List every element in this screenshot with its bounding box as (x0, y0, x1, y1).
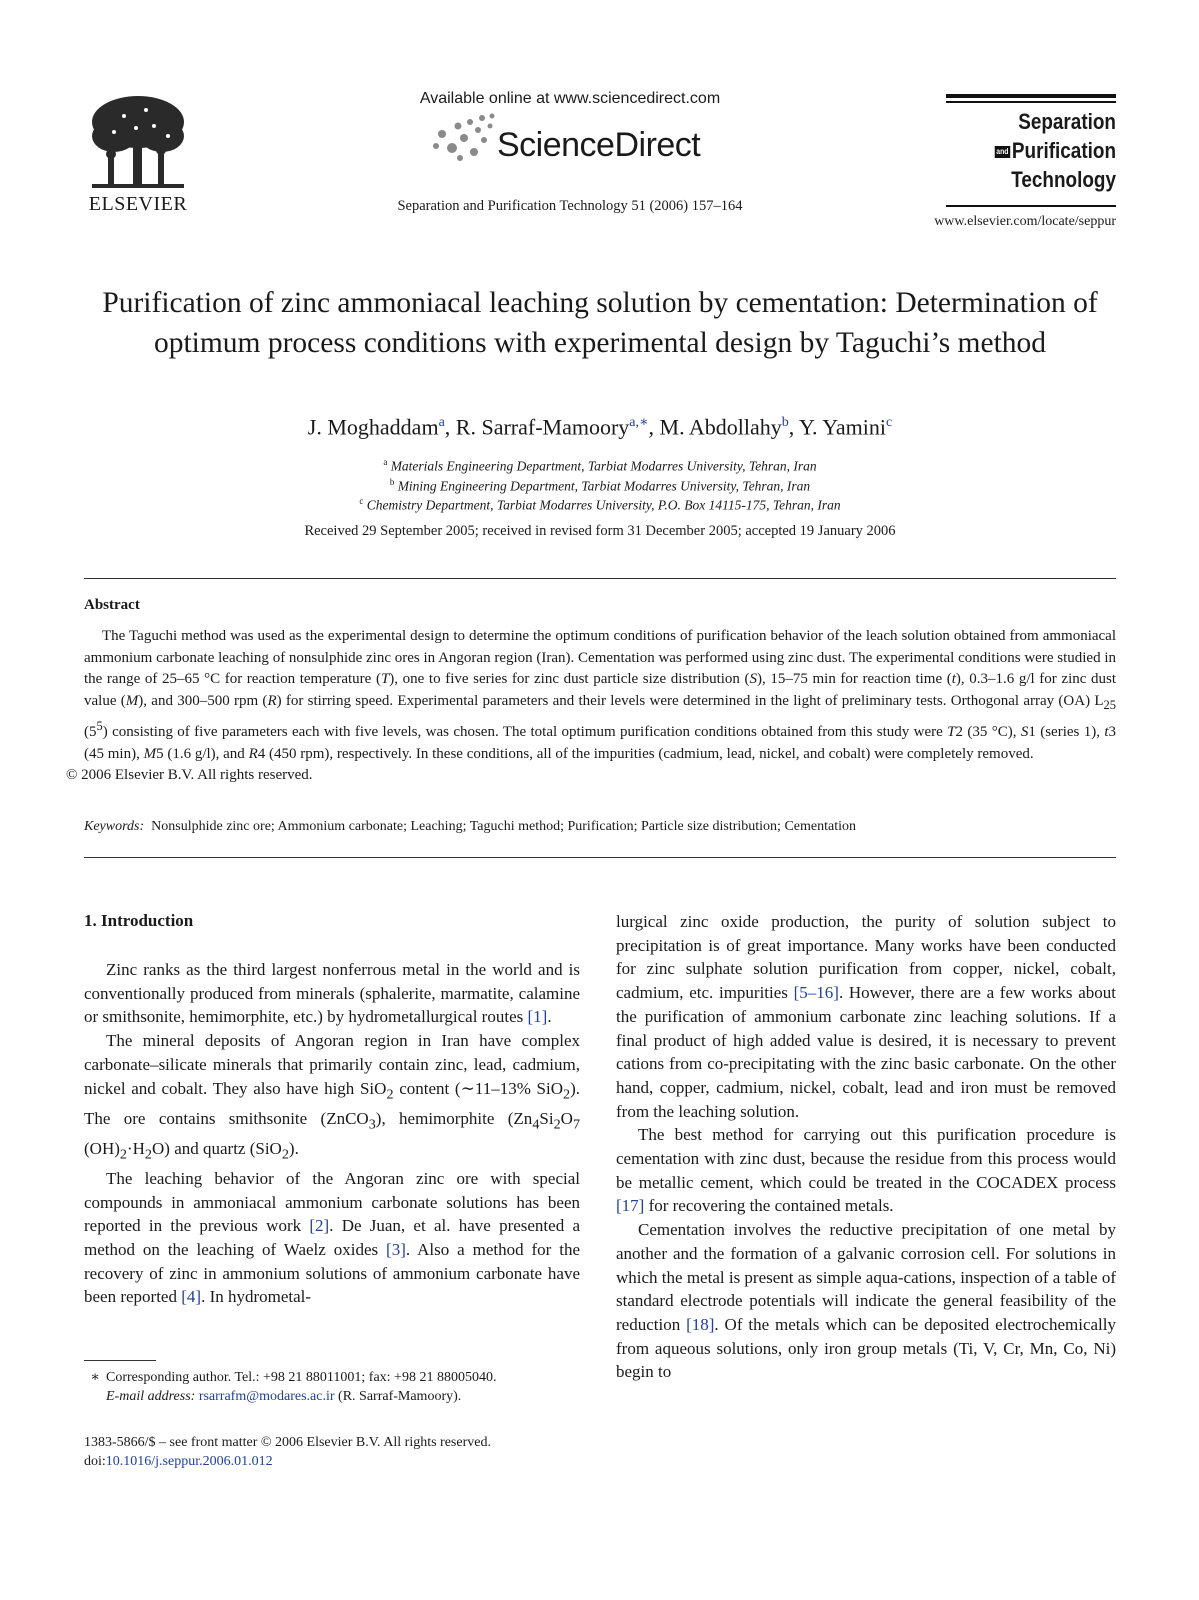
issn-line: 1383-5866/$ – see front matter © 2006 Elsevier B.V. All rights reserved. (84, 1435, 491, 1450)
affiliation-text: Chemistry Department, Tarbiat Modarres University, P.O. Box 14115-175, Tehran, Iran (366, 497, 841, 513)
author-name: Y. Yamini (798, 414, 886, 440)
citation-link[interactable]: [3] (386, 1239, 406, 1259)
affiliation-mark: b (389, 477, 395, 487)
journal-logo-rule (946, 101, 1116, 103)
affiliation-mark: a (383, 457, 388, 467)
keywords-label: Keywords: (84, 819, 145, 834)
journal-logo-line-text: Purification (1011, 138, 1116, 163)
footnote-rule (84, 1360, 156, 1361)
abstract-text: The Taguchi method was used as the experimental design to determine the optimum conditions of purification behavior of the leach solution obtained from ammoniacal ammonium carbonate leaching of nonsulphide zinc ores in Angoran region (Iran). Cementation was performed using zinc dust. The experimental conditions were studied in the range of 25–65 °C for reaction temperature (T), one to five series for zinc dust particle size distribution (S), 15–75 min for reaction time (t), 0.3–1.6 g/l for zinc dust value (M), and 300–500 rpm (R) for stirring speed. Experimental parameters and their levels were determined in the light of preliminary tests. Orthogonal array (OA) $L_{25}$ $(5^5)$ consisting of five parameters each with five levels, was chosen. The total optimum purification conditions obtained from this study were T2 (35 °C), S1 (series 1), t3 (45 min), M5 (1.6 g/l), and R4 (450 rpm), respectively. In these conditions, all of the impurities (cadmium, lead, nickel, and cobalt) were completely removed. © 2006 Elsevier B.V. All rights reserved. (66, 628, 1117, 783)
available-online-text: Available online at www.sciencedirect.com (419, 90, 721, 107)
journal-logo-line (970, 136, 1116, 165)
journal-logo-rule (946, 94, 1116, 98)
footnote-line (84, 1387, 580, 1406)
email-link[interactable]: rsarrafm@modares.ac.ir (198, 1389, 335, 1404)
body-paragraph: The mineral deposits of Angoran region in Iran have complex carbonate–silicate minerals that primarily contain zinc, lead, cadmium, nickel and cobalt. They also have high SiO$_2$ content (∼11–13% SiO$_2$). The ore contains smithsonite (ZnCO$_3$), hemimorphite ($Zn_4Si_2O_7$ $(OH)_2\cdot H_2O$) and quartz (SiO$_2$). (84, 1031, 581, 1163)
doi-link[interactable]: 10.1016/j.seppur.2006.01.012 (105, 1454, 273, 1469)
body-column-left (84, 958, 580, 1309)
doi-line (84, 1452, 580, 1471)
footnote-line: ∗ Corresponding author. Tel.: +98 21 88011001; fax: +98 21 88005040. (90, 1370, 497, 1385)
email-label: E-mail address: (106, 1389, 196, 1404)
affiliation-mark: c (359, 496, 364, 506)
keywords-list: Nonsulphide zinc ore; Ammonium carbonate; Leaching; Taguchi method; Purification; Particle size distribution; Cementation (151, 819, 856, 834)
body-paragraph: lurgical zinc oxide production, the purity of solution subject to precipitation is of great importance. Many works have been conducted for zinc sulphate solution purification from copper, nickel, cobalt, cadmium, etc. impurities [5–16]. However, there are a few works about the purification of ammonium carbonate zinc leaching solutions. If a final product of high added value is desired, it is necessary to prevent cations from co-precipitating with the zinc basic carbonate. On the other hand, copper, cadmium, nickel, cobalt, lead and iron must be removed from the leaching solution. (616, 912, 1117, 1121)
abstract-heading: Abstract (84, 597, 140, 613)
citation-link[interactable]: [1] (527, 1007, 548, 1027)
citation-link[interactable]: [5–16] (793, 983, 839, 1003)
author-list: J. Moghaddam$^a$, R. Sarraf-Mamoory$^{a,∗}$, M. Abdollahy$^b$, Y. Yamini$^c$ (307, 414, 893, 440)
citation-link[interactable]: [2] (309, 1216, 330, 1236)
affiliation-text: Mining Engineering Department, Tarbiat Modarres University, Tehran, Iran (397, 478, 811, 494)
citation-link[interactable]: [17] (616, 1196, 645, 1216)
front-matter (84, 1433, 580, 1471)
affiliation (100, 457, 1100, 475)
affiliation (100, 477, 1100, 495)
doi-label: doi: (84, 1454, 106, 1469)
citation-link[interactable]: [4] (181, 1287, 202, 1307)
publisher-wordmark: ELSEVIER (88, 193, 188, 215)
section-heading: 1. Introduction (84, 911, 194, 930)
author-affiliation-mark[interactable]: c (885, 415, 893, 430)
journal-reference: Separation and Purification Technology 51 (2006) 157–164 (397, 198, 743, 214)
keywords (84, 819, 1116, 835)
abstract-copyright: © 2006 Elsevier B.V. All rights reserved. (66, 767, 313, 783)
journal-logo-and: and (996, 147, 1009, 157)
section-divider (84, 857, 1116, 858)
sciencedirect-wordmark: ScienceDirect (497, 126, 701, 164)
journal-logo-line: Separation (1018, 109, 1116, 134)
body-paragraph: The best method for carrying out this purification procedure is cementation with zinc dust, because the residue from this process would be metallic cement, which could be treated in the COCADEX process [17] for recovering the contained metals. (616, 1125, 1116, 1216)
article-dates: Received 29 September 2005; received in revised form 31 December 2005; accepted 19 January 2006 (304, 523, 896, 539)
section-divider (84, 578, 1116, 579)
body-column-right (616, 910, 1116, 1384)
journal-logo-rule (946, 205, 1116, 207)
sciencedirect-dots-icon (430, 112, 500, 164)
footnote-contact: Corresponding author. Tel.: +98 21 88011001; fax: +98 21 88005040. (106, 1370, 497, 1385)
citation-link[interactable]: [18] (686, 1314, 715, 1334)
author-name: J. Moghaddam (307, 414, 439, 440)
author-affiliation-mark[interactable]: a (438, 415, 445, 430)
corresponding-author-footnote (84, 1368, 580, 1406)
author-name: M. Abdollahy (659, 414, 782, 440)
journal-logo (970, 107, 1116, 194)
journal-logo-line: Technology (1011, 167, 1116, 192)
author-affiliation-mark[interactable]: b (781, 415, 789, 430)
affiliation-text: Materials Engineering Department, Tarbiat Modarres University, Tehran, Iran (390, 458, 817, 474)
affiliation (100, 496, 1100, 514)
author-name: R. Sarraf-Mamoory (455, 414, 630, 440)
email-owner: (R. Sarraf-Mamoory). (338, 1389, 462, 1404)
journal-url: www.elsevier.com/locate/seppur (934, 214, 1116, 229)
author-affiliation-mark[interactable]: a,∗ (629, 415, 649, 430)
body-paragraph: Cementation involves the reductive precipitation of one metal by another and the formation of a galvanic corrosion cell. For solutions in which the metal is present as simple aqua-cations, inspection of a table of standard electrode potentials will indicate the general feasibility of the reduction [18]. Of the metals which can be deposited electrochemically from aqueous solutions, only iron group metals (Ti, V, Cr, Mn, Co, Ni) begin to (616, 1220, 1116, 1382)
body-paragraph: Zinc ranks as the third largest nonferrous metal in the world and is conventionally produced from minerals (sphalerite, marmatite, calamine or smithsonite, hemimorphite, etc.) by hydrometallurgical routes [1]. (84, 960, 580, 1027)
article-title: Purification of zinc ammoniacal leaching solution by cementation: Determination of optimum process conditions with experimental design by Taguchi’s method (102, 287, 1098, 359)
body-paragraph: The leaching behavior of the Angoran zinc ore with special compounds in ammoniacal ammonium carbonate solutions has been reported in the previous work [2]. De Juan, et al. have presented a method on the leaching of Waelz oxides [3]. Also a method for the recovery of zinc in ammonium solutions of ammonium carbonate have been reported [4]. In hydrometal- (84, 1168, 581, 1307)
